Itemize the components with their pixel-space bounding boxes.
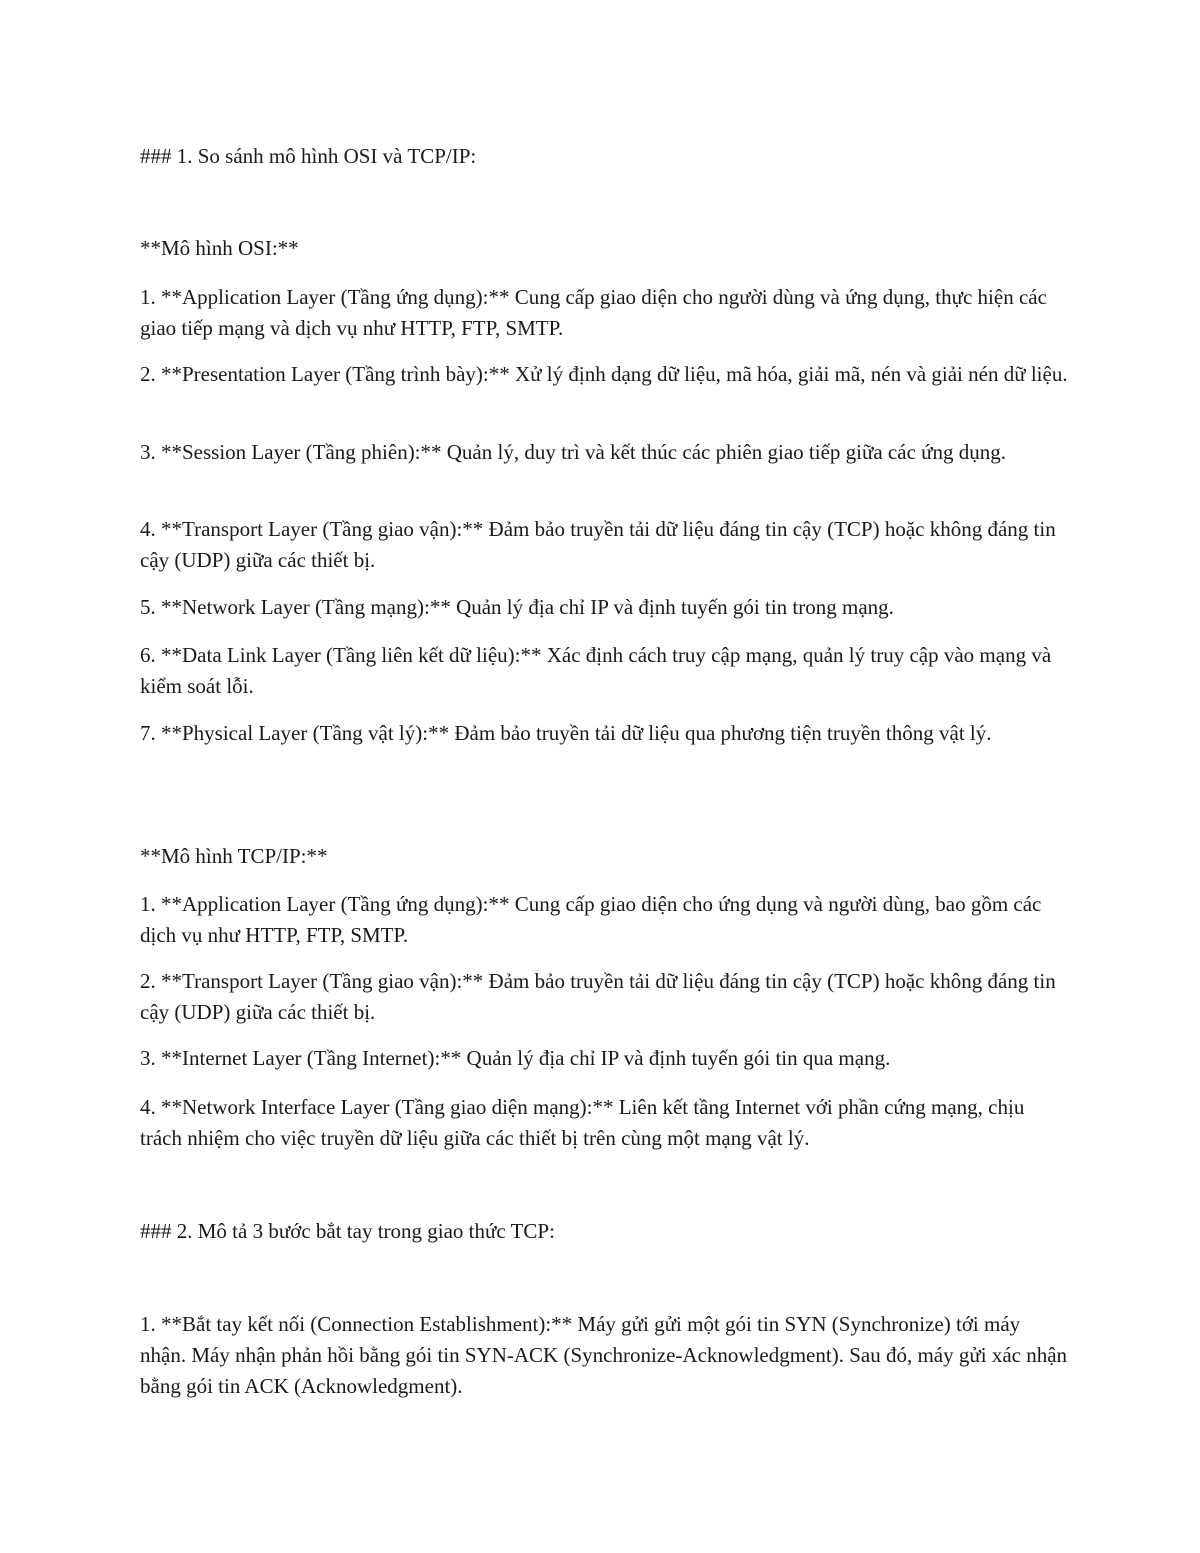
osi-item-session: 3. **Session Layer (Tầng phiên):** Quản lý, duy trì và kết thúc các phiên giao tiếp giữa các ứng dụng. <box>140 440 1007 464</box>
section-1-heading: ### 1. So sánh mô hình OSI và TCP/IP: <box>140 144 477 168</box>
tcpip-heading: **Mô hình TCP/IP:** <box>140 844 328 868</box>
osi-item-presentation: 2. **Presentation Layer (Tầng trình bày):** Xử lý định dạng dữ liệu, mã hóa, giải mã, nén và giải nén dữ liệu. <box>140 362 1068 386</box>
tcpip-item-application: 1. **Application Layer (Tầng ứng dụng):** Cung cấp giao diện cho ứng dụng và người dùng, bao gồm các dịch vụ như HTTP, FTP, SMTP. <box>140 892 1042 947</box>
handshake-item-connection: 1. **Bắt tay kết nối (Connection Establishment):** Máy gửi gửi một gói tin SYN (Synchronize) tới máy nhận. Máy nhận phản hồi bằng gói tin SYN-ACK (Synchronize-Acknowledgment). Sau đó, máy gửi xác nhận bằng gói tin ACK (Acknowledgment). <box>140 1312 1068 1398</box>
osi-item-application: 1. **Application Layer (Tầng ứng dụng):** Cung cấp giao diện cho người dùng và ứng dụng, thực hiện các giao tiếp mạng và dịch vụ như HTTP, FTP, SMTP. <box>140 285 1047 340</box>
tcpip-item-internet: 3. **Internet Layer (Tầng Internet):** Quản lý địa chỉ IP và định tuyến gói tin qua mạng. <box>140 1046 891 1070</box>
osi-item-network: 5. **Network Layer (Tầng mạng):** Quản lý địa chỉ IP và định tuyến gói tin trong mạng. <box>140 595 894 619</box>
osi-item-data-link: 6. **Data Link Layer (Tầng liên kết dữ liệu):** Xác định cách truy cập mạng, quản lý truy cập vào mạng và kiểm soát lỗi. <box>140 643 1052 698</box>
osi-item-transport: 4. **Transport Layer (Tầng giao vận):** Đảm bảo truyền tải dữ liệu đáng tin cậy (TCP) hoặc không đáng tin cậy (UDP) giữa các thiết bị. <box>140 517 1056 572</box>
osi-heading: **Mô hình OSI:** <box>140 236 299 260</box>
tcpip-item-transport: 2. **Transport Layer (Tầng giao vận):** Đảm bảo truyền tải dữ liệu đáng tin cậy (TCP) hoặc không đáng tin cậy (UDP) giữa các thiết bị. <box>140 969 1056 1024</box>
osi-item-physical: 7. **Physical Layer (Tầng vật lý):** Đảm bảo truyền tải dữ liệu qua phương tiện truyền thông vật lý. <box>140 721 992 745</box>
section-2-heading: ### 2. Mô tả 3 bước bắt tay trong giao thức TCP: <box>140 1219 555 1243</box>
tcpip-item-network-interface: 4. **Network Interface Layer (Tầng giao diện mạng):** Liên kết tầng Internet với phần cứng mạng, chịu trách nhiệm cho việc truyền dữ liệu giữa các thiết bị trên cùng một mạng vật lý. <box>140 1095 1025 1150</box>
